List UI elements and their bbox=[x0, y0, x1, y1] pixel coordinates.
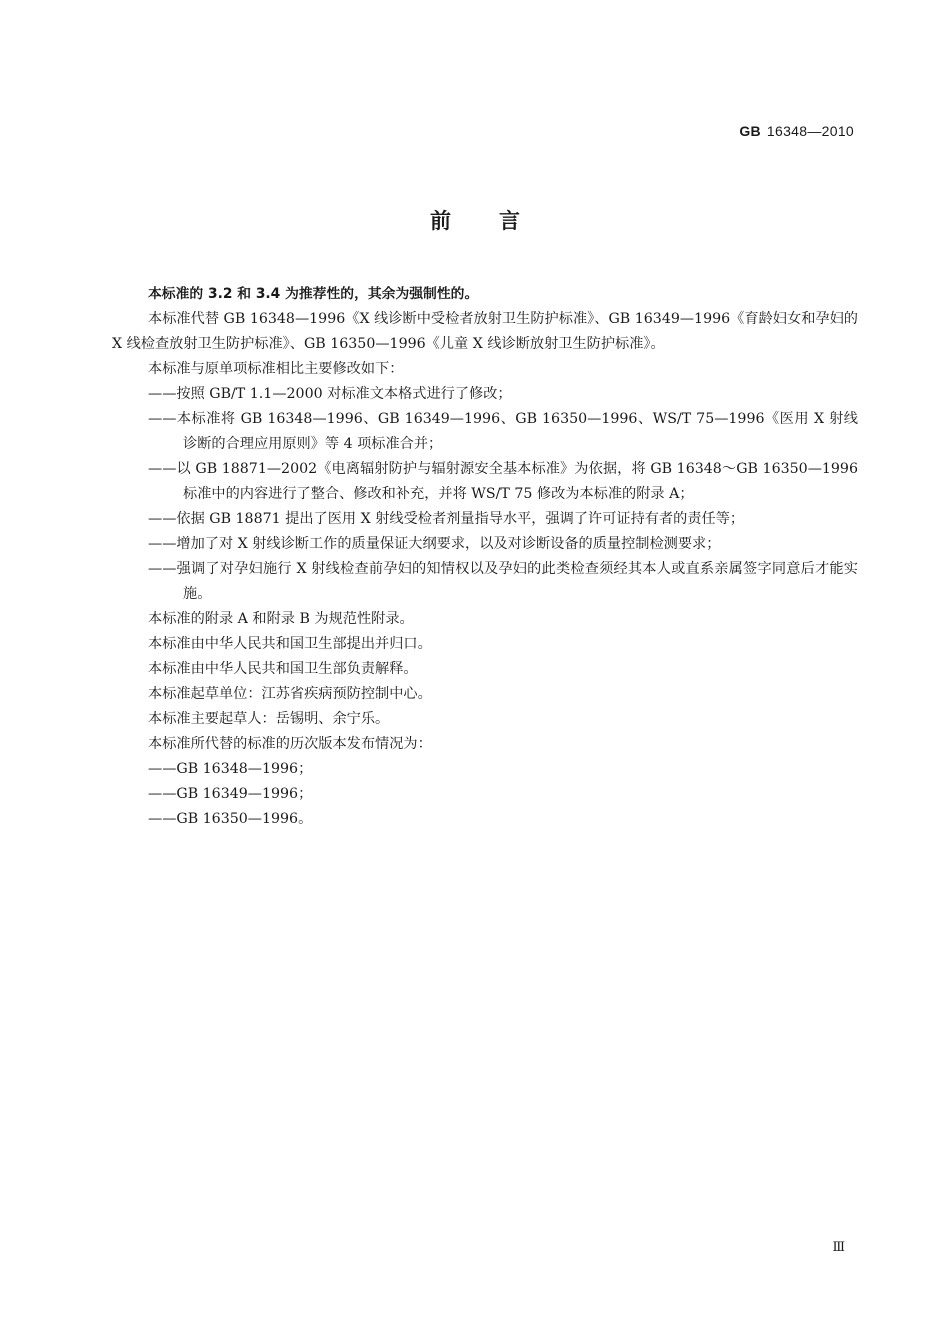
foreword-body bbox=[112, 282, 858, 832]
paragraph-recommended-clauses: 本标准的 3.2 和 3.4 为推荐性的，其余为强制性的。 bbox=[148, 286, 479, 302]
history-item: ——GB 16349—1996； bbox=[148, 786, 313, 802]
change-item: ——依据 GB 18871 提出了医用 X 射线受检者剂量指导水平，强调了许可证持有者的责任等； bbox=[148, 511, 745, 527]
page-number: Ⅲ bbox=[832, 1240, 845, 1255]
change-item: ——按照 GB/T 1.1—2000 对标准文本格式进行了修改； bbox=[148, 386, 512, 402]
change-item: ——强调了对孕妇施行 X 射线检查前孕妇的知情权以及孕妇的此类检查须经其本人或直系亲属签字同意后才能实施。 bbox=[148, 561, 858, 602]
change-item: ——本标准将 GB 16348—1996、GB 16349—1996、GB 16350—1996、WS/T 75—1996《医用 X 射线诊断的合理应用原则》等 4 项标准合并； bbox=[148, 411, 858, 452]
history-item: ——GB 16348—1996； bbox=[148, 761, 313, 777]
history-item: ——GB 16350—1996。 bbox=[148, 811, 313, 827]
standard-number bbox=[739, 123, 854, 139]
paragraph-replaces: 本标准代替 GB 16348—1996《X 线诊断中受检者放射卫生防护标准》、GB 16349—1996《育龄妇女和孕妇的 X 线检查放射卫生防护标准》、GB 16350—1996《儿童 X 线诊断放射卫生防护标准》。 bbox=[112, 311, 858, 352]
standard-code: GB bbox=[739, 123, 761, 139]
change-item: ——增加了对 X 射线诊断工作的质量保证大纲要求，以及对诊断设备的质量控制检测要求； bbox=[148, 536, 721, 552]
change-item: ——以 GB 18871—2002《电离辐射防护与辐射源安全基本标准》为依据，将 GB 16348～GB 16350—1996 标准中的内容进行了整合、修改和补充，并将 WS/T 75 修改为本标准的附录 A； bbox=[148, 461, 858, 502]
paragraph-proposer: 本标准由中华人民共和国卫生部提出并归口。 bbox=[148, 636, 432, 652]
paragraph-interpreter: 本标准由中华人民共和国卫生部负责解释。 bbox=[148, 661, 418, 677]
page-title: 前言 bbox=[430, 209, 568, 233]
paragraph-drafting-unit: 本标准起草单位：江苏省疾病预防控制中心。 bbox=[148, 686, 432, 702]
paragraph-history-intro: 本标准所代替的标准的历次版本发布情况为： bbox=[148, 736, 432, 752]
paragraph-changes-intro: 本标准与原单项标准相比主要修改如下： bbox=[148, 361, 404, 377]
standard-year-number: 16348—2010 bbox=[766, 123, 854, 139]
paragraph-annexes: 本标准的附录 A 和附录 B 为规范性附录。 bbox=[148, 611, 414, 627]
paragraph-drafters: 本标准主要起草人：岳锡明、余宁乐。 bbox=[148, 711, 390, 727]
